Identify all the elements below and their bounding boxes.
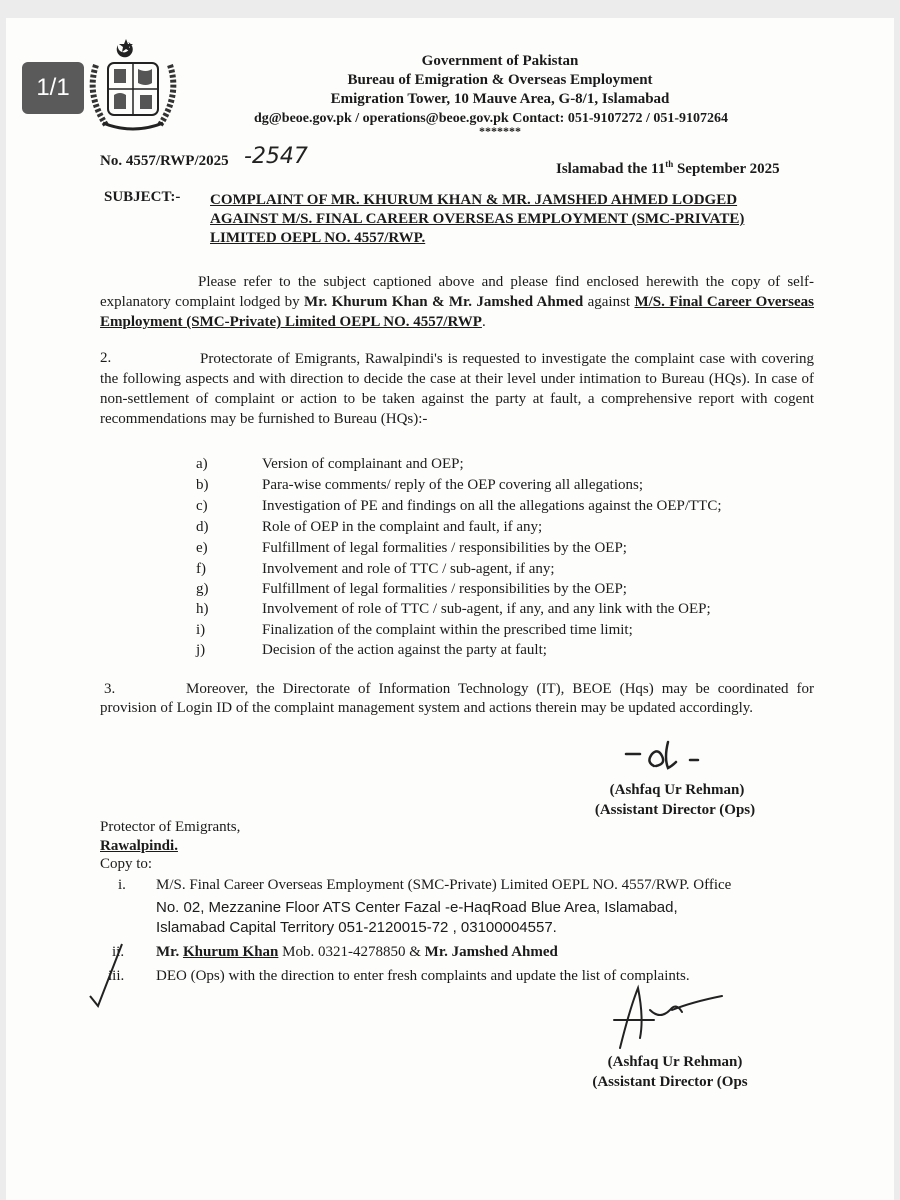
copy-item-2-text: Mr. Khurum Khan Mob. 0321-4278850 & Mr. Jamshed Ahmed [156,944,558,960]
signature-1 [620,736,720,776]
signatory-2-title: (Assistant Director (Ops [592,1074,748,1090]
copy-item-1-line-1: M/S. Final Career Overseas Employment (SMC-Private) Limited OEPL NO. 4557/RWP. Office [156,877,732,893]
subject-line-3: LIMITED OEPL NO. 4557/RWP. [210,230,426,246]
paragraph-2: Protectorate of Emigrants, Rawalpindi's is requested to investigate the complaint case with covering the following aspects and with direction to decide the case at their level under intimation to Bureau (HQs). In case of non-settlement of complaint or action to be taken against the party at fault, a comprehensive report with cogent recommendations may be furnished to Bureau (HQs):- [100,351,814,427]
paragraph-3: Moreover, the Directorate of Information Technology (IT), BEOE (Hqs) may be coordinated for provision of Login ID of the complaint management system and actions therein may be updated accordingly. [100,681,814,716]
copy-item-1-number: i. [118,877,126,893]
checkmark-icon [86,940,126,1010]
state-emblem-icon [78,35,188,135]
subject-label: SUBJECT:- [104,189,181,205]
copy-item-2-number: ii. [112,944,125,960]
signatory-2-name: (Ashfaq Ur Rehman) [607,1054,743,1070]
subject-line-2: AGAINST M/S. FINAL CAREER OVERSEAS EMPLOYMENT (SMC-PRIVATE) [210,211,745,227]
paragraph-1: Please refer to the subject captioned above and please find enclosed herewith the copy of self-explanatory complaint lodged by Mr. Khurum Khan & Mr. Jamshed Ahmed against M/S. Final Career Overseas Employment (SMC-Private) Limited OEPL NO. 4557/RWP. [100,274,814,330]
page-indicator: 1/1 [22,62,84,114]
paragraph-2-number: 2. [100,350,112,366]
signature-2 [600,980,740,1055]
header-stars: ******* [479,124,521,138]
signatory-1-title: (Assistant Director (Ops) [594,802,756,818]
subject-line-1: COMPLAINT OF MR. KHURUM KHAN & MR. JAMSHED AHMED LODGED [210,192,738,208]
copy-item-1-line-3: Islamabad Capital Territory 051-2120015-72 , 03100004557. [156,919,557,936]
addressee-line-2: Rawalpindi. [100,838,178,854]
header-contact: dg@beoe.gov.pk / operations@beoe.gov.pk Contact: 051-9107272 / 051-9107264 [253,111,729,126]
copy-item-3-number: iii. [108,968,125,984]
header-government: Government of Pakistan [421,53,579,69]
header-address: Emigration Tower, 10 Mauve Area, G-8/1, Islamabad [330,91,670,107]
copy-item-1-line-2: No. 02, Mezzanine Floor ATS Center Fazal -e-HaqRoad Blue Area, Islamabad, [156,899,678,916]
copy-item-3-text: DEO (Ops) with the direction to enter fresh complaints and update the list of complaints. [156,968,690,984]
letter-date: Islamabad the 11th September 2025 [556,159,780,177]
signatory-1-name: (Ashfaq Ur Rehman) [609,782,745,798]
addressee-line-1: Protector of Emigrants, [100,819,241,835]
header-bureau: Bureau of Emigration & Overseas Employment [347,72,653,88]
reference-number: No. 4557/RWP/2025 [100,153,229,169]
handwritten-number: -2547 [244,144,308,169]
paragraph-3-number: 3. [104,681,116,697]
copy-to-label: Copy to: [100,856,153,872]
